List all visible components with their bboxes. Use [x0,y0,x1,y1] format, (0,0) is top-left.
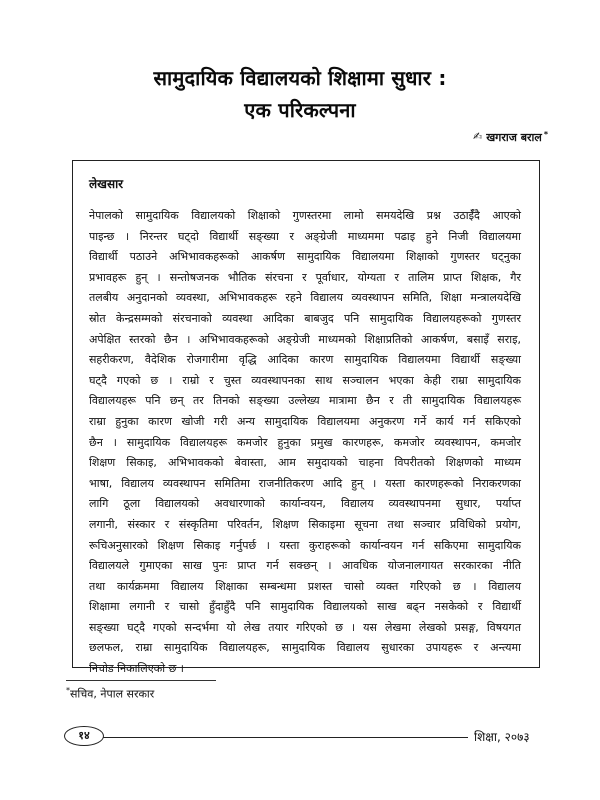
abstract-line: रूचिअनुसारको शिक्षण सिकाइ गर्नुपर्छ । यस्ता कुराहरूको कार्यान्वयन गर्न सकिएमा सामुदायिक [89,538,521,552]
pen-icon: ✍ [472,130,483,143]
abstract-line: लगानी, संस्कार र संस्कृतिमा परिवर्तन, शिक्षण सिकाइमा सूचना तथा सञ्चार प्रविधिको प्रयोग, [89,517,521,531]
abstract-line: सहरीकरण, वैदेशिक रोजगारीमा वृद्धि आदिका कारण सामुदायिक विद्यालयमा विद्यार्थी सङ्ख्या [89,353,521,367]
abstract-line: विद्यार्थी पठाउने अभिभावकहरूको आकर्षण सामुदायिक विद्यालयमा शिक्षाको गुणस्तर घट्नुका [89,250,521,264]
abstract-line: छैन । सामुदायिक विद्यालयहरू कमजोर हुनुका प्रमुख कारणहरू, कमजोर व्यवस्थापन, कमजोर [89,435,521,449]
abstract-line: सङ्ख्या घट्दै गएको सन्दर्भमा यो लेख तयार गरिएको छ । यस लेखमा लेखको प्रसङ्ग, विषयगत [89,620,521,634]
abstract-line: तथा कार्यक्रममा विद्यालय शिक्षाका सम्बन्धमा प्रशस्त चासो व्यक्त गरिएको छ । विद्यालय [89,579,521,593]
abstract-line: स्रोत केन्द्रसम्मको संरचनाको व्यवस्था आदिका बाबजुद पनि सामुदायिक विद्यालयहरूको गुणस्तर [89,311,521,325]
page-number: १४ [64,726,104,746]
abstract-body [89,206,521,680]
abstract-line: घट्दै गएको छ । राम्रो र चुस्त व्यवस्थापनका साथ सञ्चालन भएका केही राम्रा सामुदायिक [89,373,521,387]
abstract-line: भाषा, विद्यालय व्यवस्थापन समितिमा राजनीतिकरण आदि हुन् । यस्ता कारणहरूको निराकरणका [89,476,521,490]
abstract-line: निचोड निकालिएको छ । [89,662,184,676]
footnote-divider [66,680,216,681]
article-title-line-2: एक परिकल्पना [244,98,356,122]
journal-name: शिक्षा, २०७३ [474,730,530,744]
article-title-line-1: सामुदायिक विद्यालयको शिक्षामा सुधार : [153,66,447,90]
abstract-line: छलफल, राम्रा सामुदायिक विद्यालयहरू, सामुदायिक विद्यालय सुधारका उपायहरू र अन्त्यमा [89,641,521,655]
abstract-line: लागि ठूला विद्यालयको अवधारणाको कार्यान्वयन, विद्यालय व्यवस्थापनमा सुधार, पर्याप्त [89,497,521,511]
author-footnote-mark: * [543,130,548,139]
footnote-mark: * [66,686,70,695]
abstract-line: शिक्षण सिकाइ, अभिभावकको बेवास्ता, आम समुदायको चाहना विपरीतको शिक्षणको माध्यम [89,456,521,470]
footnote [66,686,154,702]
abstract-line: विद्यालयले गुमाएका साख पुनः प्राप्त गर्न सक्छन् । आवधिक योजनालगायत सरकारका नीति [89,559,521,573]
abstract-line: पाइन्छ । निरन्तर घट्दो विद्यार्थी सङ्ख्या र अङ्ग्रेजी माध्यममा पढाइ हुने निजी विद्यालयमा [89,229,521,243]
footer-rule [100,737,468,738]
abstract-line: तलबीय अनुदानको व्यवस्था, अभिभावकहरू रहने विद्यालय व्यवस्थापन समिति, शिक्षा मन्त्रालयदेखि [89,291,521,305]
abstract-line: प्रभावहरू हुन् । सन्तोषजनक भौतिक संरचना र पूर्वाधार, योग्यता र तालिम प्राप्त शिक्षक, गैर [89,270,521,284]
abstract-heading: लेखसार [89,177,124,191]
abstract-line: नेपालको सामुदायिक विद्यालयको शिक्षाको गुणस्तरमा लामो समयदेखि प्रश्न उठाईँदै आएको [89,209,521,222]
footnote-text: सचिव, नेपाल सरकार [70,687,155,701]
abstract-line: राम्रा हुनुका कारण खोजी गरी अन्य सामुदायिक विद्यालयमा अनुकरण गर्ने कार्य गर्न सकिएको [89,414,521,428]
author-name: खगराज बराल [486,131,542,144]
abstract-line: शिक्षामा लगानी र चासो हुँदाहुँदै पनि सामुदायिक विद्यालयको साख बढ्न नसकेको र विद्यार्थी [89,600,521,614]
author-byline [473,130,548,145]
abstract-line: विद्यालयहरू पनि छन् तर तिनको सङ्ख्या उल्लेख्य मात्रामा छैन र ती सामुदायिक विद्यालयहरू [89,394,521,408]
abstract-line: अपेक्षित स्तरको छैन । अभिभावकहरूको अङ्ग्रेजी माध्यमको शिक्षाप्रतिको आकर्षण, बसाइँ सराइ, [89,332,521,346]
abstract-box [72,160,540,676]
